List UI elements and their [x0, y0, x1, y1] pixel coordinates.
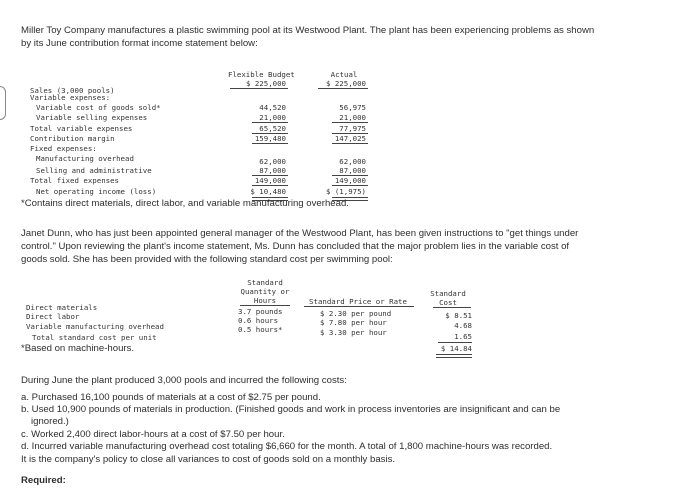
required-heading: Required:	[21, 475, 66, 486]
rule-header-qty	[240, 305, 290, 306]
row-tfixed-actual: 149,000	[334, 176, 366, 185]
rule-vsell-flex	[252, 122, 288, 123]
row-fixed-label: Fixed expenses:	[30, 144, 97, 153]
sc-total-cost: $ 14.84	[440, 344, 472, 353]
row-vsell-flexible: 21,000	[259, 113, 286, 122]
row-sga-label: Selling and administrative	[36, 166, 152, 175]
row-vcogs-flexible: 44,520	[259, 103, 286, 112]
june-item-b-cont: ignored.)	[31, 416, 69, 427]
sc-total-label: Total standard cost per unit	[32, 333, 157, 342]
sc-row-1-label: Direct materials	[26, 303, 98, 312]
row-tvar-label: Total variable expenses	[30, 124, 133, 133]
rule-cost-subtotal	[438, 342, 472, 343]
paragraph2-line-1: Janet Dunn, who has just been appointed general manager of the Westwood Plant, has been given instructions to "get things under	[21, 228, 579, 239]
sc-row-3-qty: 0.5 hours*	[238, 325, 283, 334]
sc-row-2-label: Direct labor	[26, 312, 80, 321]
row-mfg-label: Manufacturing overhead	[36, 154, 134, 163]
june-intro: During June the plant produced 3,000 pools and incurred the following costs:	[21, 375, 347, 386]
header-price: Standard Price or Rate	[309, 297, 407, 306]
paragraph2-line-2: control." Upon reviewing the plant's income statement, Ms. Dunn has concluded that the major problem lies in the variable cost of	[21, 241, 570, 252]
intro-line-1: Miller Toy Company manufactures a plastic swimming pool at its Westwood Plant. The plant has been experiencing problems as shown	[21, 25, 595, 36]
sc-row-3-label: Variable manufacturing overhead	[26, 322, 164, 331]
row-vcogs-label: Variable cost of goods sold*	[36, 103, 161, 112]
row-sga-flexible: 87,000	[259, 166, 286, 175]
june-policy: It is the company's policy to close all variances to cost of goods sold on a monthly basis.	[21, 454, 396, 465]
sc-row-3-price: $ 3.30 per hour	[320, 328, 387, 337]
row-noi-actual: $ (1,975)	[325, 187, 366, 196]
paragraph2-line-3: goods sold. She has been provided with the following standard cost per swimming pool:	[21, 254, 393, 265]
row-cm-flexible: 159,480	[254, 134, 286, 143]
sc-row-2-price: $ 7.80 per hour	[320, 318, 387, 327]
row-tvar-actual: 77,975	[339, 124, 366, 133]
row-sales-label: Sales (3,000 pools)	[30, 86, 115, 95]
row-vcogs-actual: 56,975	[339, 103, 366, 112]
row-noi-label: Net operating income (loss)	[36, 187, 157, 196]
rule-tfixed-actual	[332, 185, 368, 186]
sc-row-2-qty: 0.6 hours	[238, 316, 279, 325]
header-actual: Actual	[330, 70, 358, 79]
june-item-a: a. Purchased 16,100 pounds of materials at a cost of $2.75 per pound.	[21, 392, 321, 403]
row-tfixed-flexible: 149,000	[254, 176, 286, 185]
row-cm-label: Contribution margin	[30, 134, 115, 143]
rule-tfixed-flex	[252, 185, 288, 186]
header-qty-2: Quantity or	[240, 287, 290, 296]
standard-cost-footnote: *Based on machine-hours.	[21, 343, 135, 354]
sc-row-1-price: $ 2.30 per pound	[320, 309, 392, 318]
page-edge-mark	[0, 86, 6, 120]
row-noi-flexible: $ 10,480	[250, 187, 286, 196]
double-rule-total-cost	[436, 354, 472, 358]
row-var-exp-label: Variable expenses:	[30, 93, 111, 102]
header-flexible-budget: Flexible Budget	[228, 70, 295, 79]
row-sales-flexible: $ 225,000	[245, 79, 286, 88]
income-statement-footnote: *Contains direct materials, direct labor, and variable manufacturing overhead.	[21, 198, 349, 209]
june-item-b: b. Used 10,900 pounds of materials in production. (Finished goods and work in process inventories are insignificant and can be	[21, 404, 561, 415]
rule-sales-flex	[230, 88, 288, 89]
row-tfixed-label: Total fixed expenses	[30, 176, 119, 185]
row-mfg-actual: 62,000	[339, 157, 366, 166]
rule-header-cost	[433, 307, 471, 308]
rule-header-price	[304, 306, 414, 307]
intro-line-2: by its June contribution format income statement below:	[21, 38, 258, 49]
sc-row-1-cost: $ 8.51	[445, 311, 472, 320]
row-sga-actual: 87,000	[339, 166, 366, 175]
header-qty-3: Hours	[253, 296, 277, 305]
sc-row-3-cost: 1.65	[454, 332, 472, 341]
row-tvar-flexible: 65,520	[259, 124, 286, 133]
sc-row-2-cost: 4.68	[454, 321, 472, 330]
header-cost-2: Cost	[439, 298, 457, 307]
header-qty-1: Standard	[247, 278, 283, 287]
row-vsell-label: Variable selling expenses	[36, 113, 148, 122]
sc-row-1-qty: 3.7 pounds	[238, 307, 283, 316]
row-sales-actual: $ 225,000	[325, 79, 366, 88]
rule-cm-flex	[252, 143, 288, 144]
rule-vsell-actual	[332, 122, 368, 123]
rule-sales-actual	[318, 88, 368, 89]
june-item-d: d. Incurred variable manufacturing overhead cost totaling $6,660 for the month. A total of 1,800 machine-hours was recorded.	[21, 441, 553, 452]
header-cost-1: Standard	[430, 289, 466, 298]
row-vsell-actual: 21,000	[339, 113, 366, 122]
rule-cm-actual	[332, 143, 368, 144]
row-cm-actual: 147,025	[334, 134, 366, 143]
june-item-c: c. Worked 2,400 direct labor-hours at a cost of $7.50 per hour.	[21, 429, 285, 440]
row-mfg-flexible: 62,000	[259, 157, 286, 166]
